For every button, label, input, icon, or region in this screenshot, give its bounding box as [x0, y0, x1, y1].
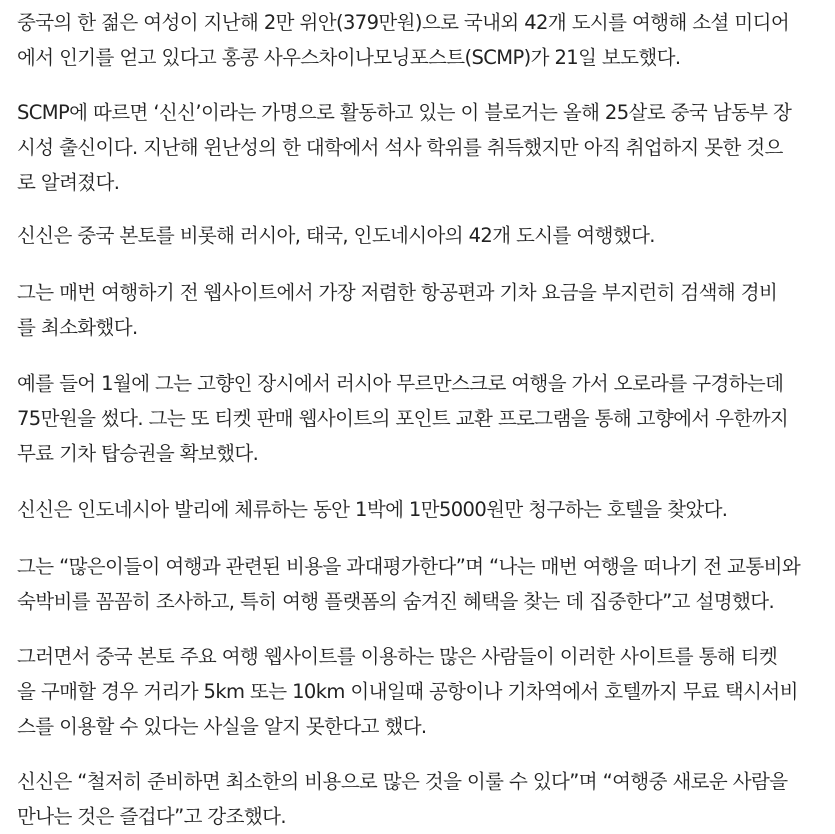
text-line: SCMP에 따르면 ‘신신’이라는 가명으로 활동하고 있는 이 블로거는 올해 25살로 중국 남동부 장: [17, 101, 792, 124]
text-line: 예를 들어 1월에 그는 고향인 장시에서 러시아 무르만스크로 여행을 가서 오로라를 구경하는데: [17, 372, 784, 395]
paragraph-2: [17, 95, 791, 200]
text-line: 를 최소화했다.: [17, 316, 138, 339]
text-line: 그러면서 중국 본토 주요 여행 웹사이트를 이용하는 많은 사람들이 이러한 사이트를 통해 티켓: [17, 645, 778, 668]
paragraph-8: [17, 639, 798, 744]
text-line: 중국의 한 젊은 여성이 지난해 2만 위안(379만원)으로 국내외 42개 도시를 여행해 소셜 미디어: [17, 11, 790, 34]
text-line: 무료 기차 탑승권을 확보했다.: [17, 442, 259, 465]
paragraph-7: [17, 549, 800, 619]
paragraph-1: [17, 5, 789, 75]
paragraph-5: [17, 366, 788, 471]
text-line: 신신은 중국 본토를 비롯해 러시아, 태국, 인도네시아의 42개 도시를 여행했다.: [17, 224, 655, 247]
text-line: 75만원을 썼다. 그는 또 티켓 판매 웹사이트의 포인트 교환 프로그램을 통해 고향에서 우한까지: [17, 407, 789, 430]
text-line: 로 알려졌다.: [17, 171, 120, 194]
paragraph-4: [17, 275, 777, 345]
text-line: 만나는 것은 즐겁다”고 강조했다.: [17, 805, 286, 828]
text-line: 에서 인기를 얻고 있다고 홍콩 사우스차이나모닝포스트(SCMP)가 21일 보도했다.: [17, 46, 681, 69]
paragraph-6: [17, 492, 727, 527]
text-line: 스를 이용할 수 있다는 사실을 알지 못한다고 했다.: [17, 715, 427, 738]
text-line: 을 구매할 경우 거리가 5km 또는 10km 이내일때 공항이나 기차역에서 호텔까지 무료 택시서비: [17, 680, 798, 703]
text-line: 그는 “많은이들이 여행과 관련된 비용을 과대평가한다”며 “나는 매번 여행을 떠나기 전 교통비와: [17, 555, 801, 578]
text-line: 숙박비를 꼼꼼히 조사하고, 특히 여행 플랫폼의 숨겨진 혜택을 찾는 데 집중한다”고 설명했다.: [17, 590, 775, 613]
text-line: 신신은 “철저히 준비하면 최소한의 비용으로 많은 것을 이룰 수 있다”며 “여행중 새로운 사람을: [17, 770, 788, 793]
text-line: 신신은 인도네시아 발리에 체류하는 동안 1박에 1만5000원만 청구하는 호텔을 찾았다.: [17, 498, 728, 521]
text-line: 시성 출신이다. 지난해 윈난성의 한 대학에서 석사 학위를 취득했지만 아직 취업하지 못한 것으: [17, 136, 783, 159]
text-line: 그는 매번 여행하기 전 웹사이트에서 가장 저렴한 항공편과 기차 요금을 부지런히 검색해 경비: [17, 281, 778, 304]
paragraph-3: [17, 218, 655, 253]
paragraph-9: [17, 764, 787, 834]
